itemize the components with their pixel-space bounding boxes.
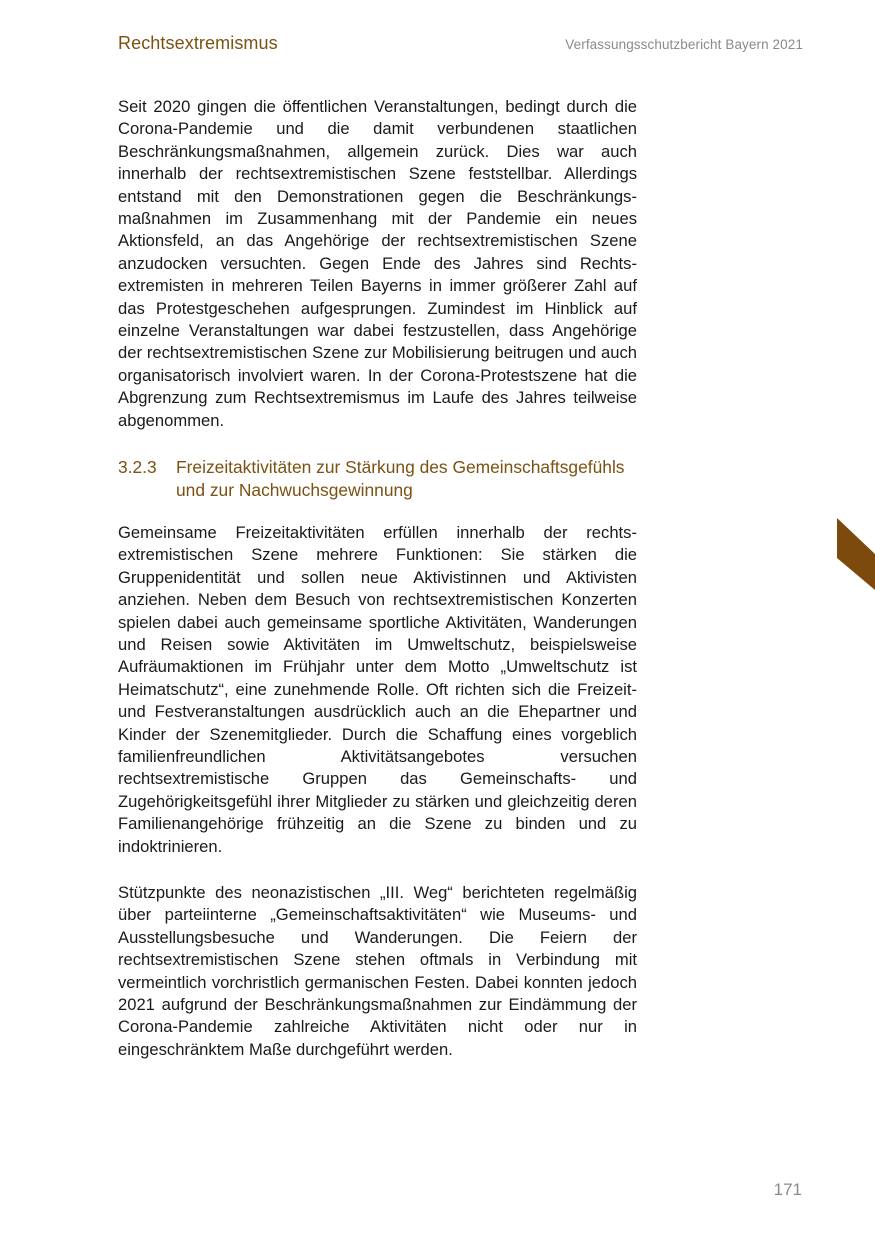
page-number: 171 bbox=[773, 1180, 802, 1199]
section-heading bbox=[118, 456, 638, 502]
section-title: Freizeitaktivitäten zur Stärkung des Gemeinschaftsgefühls und zur Nachwuchsgewinnung bbox=[176, 457, 625, 500]
running-header-publication: Verfassungsschutzbericht Bayern 2021 bbox=[565, 37, 803, 52]
section-number: 3.2.3 bbox=[118, 457, 157, 477]
running-header-section: Rechtsextremismus bbox=[118, 33, 278, 53]
paragraph-leisure-activities: Gemeinsame Freizeitaktivitäten erfüllen innerhalb der rechtsextremistischen Szene mehrere Funktionen: Sie stärken die Gruppenidentität und sollen neue Aktivistinnen und Aktivisten anziehen. Neben dem Besuch von rechtsextremistischen Konzerten spielen dabei auch gemeinsame sportliche Aktivitäten, Wanderungen und Reisen sowie Aktivitäten im Umweltschutz, beispielsweise Aufräumaktionen im Frühjahr unter dem Motto „Umweltschutz ist Heimatschutz“, eine zunehmende Rolle. Oft richten sich die Freizeit- und Festveranstaltungen ausdrücklich auch an die Ehepartner und Kinder der Szenemitglieder. Durch die Schaffung eines vorgeblich familienfreundlichen Aktivitätsangebotes versuchen rechtsextremistische Gruppen das Gemeinschafts- und Zugehörigkeitsgefühl ihrer Mitglieder zu stärken und gleichzeitig deren Familienangehörige frühzeitig an die Szene zu binden und zu indoktrinieren. bbox=[118, 523, 637, 856]
paragraph-corona-protests: Seit 2020 gingen die öffentlichen Veranstaltungen, bedingt durch die Corona-Pandemie und die damit verbundenen staatlichen Beschränkungsmaßnahmen, allgemein zurück. Dies war auch innerhalb der rechtsextremistischen Szene feststellbar. Allerdings entstand mit den Demonstrationen gegen die Beschränkungsmaßnahmen im Zusammenhang mit der Pandemie ein neues Aktionsfeld, an das Angehörige der rechtsextremistischen Szene anzudocken versuchten. Gegen Ende des Jahres sind Rechtsextremisten in mehreren Teilen Bayerns in immer größerer Zahl auf das Protestgeschehen aufgesprungen. Zumindest im Hinblick auf einzelne Veranstaltungen war dabei festzustellen, dass Angehörige der rechtsextremistischen Szene zur Mobilisierung beitrugen und auch organisatorisch involviert waren. In der Corona-Protestszene hat die Abgrenzung zum Rechtsextremismus im Laufe des Jahres teilweise abgenommen. bbox=[118, 97, 637, 430]
chapter-tab-shape bbox=[837, 518, 875, 590]
paragraph-third-way: Stützpunkte des neonazistischen „III. Weg“ berichteten regelmäßig über parteiinterne „Gemeinschaftsaktivitäten“ wie Museums- und Ausstellungsbesuche und Wanderungen. Die Feiern der rechtsextremistischen Szene stehen oftmals in Verbindung mit vermeintlich vorchristlich germanischen Festen. Dabei konnten jedoch 2021 aufgrund der Beschränkungsmaßnahmen zur Eindämmung der Corona-Pandemie zahlreiche Aktivitäten nicht oder nur in eingeschränktem Maße durchgeführt werden. bbox=[118, 883, 637, 1059]
chapter-tab-marker bbox=[837, 518, 875, 590]
